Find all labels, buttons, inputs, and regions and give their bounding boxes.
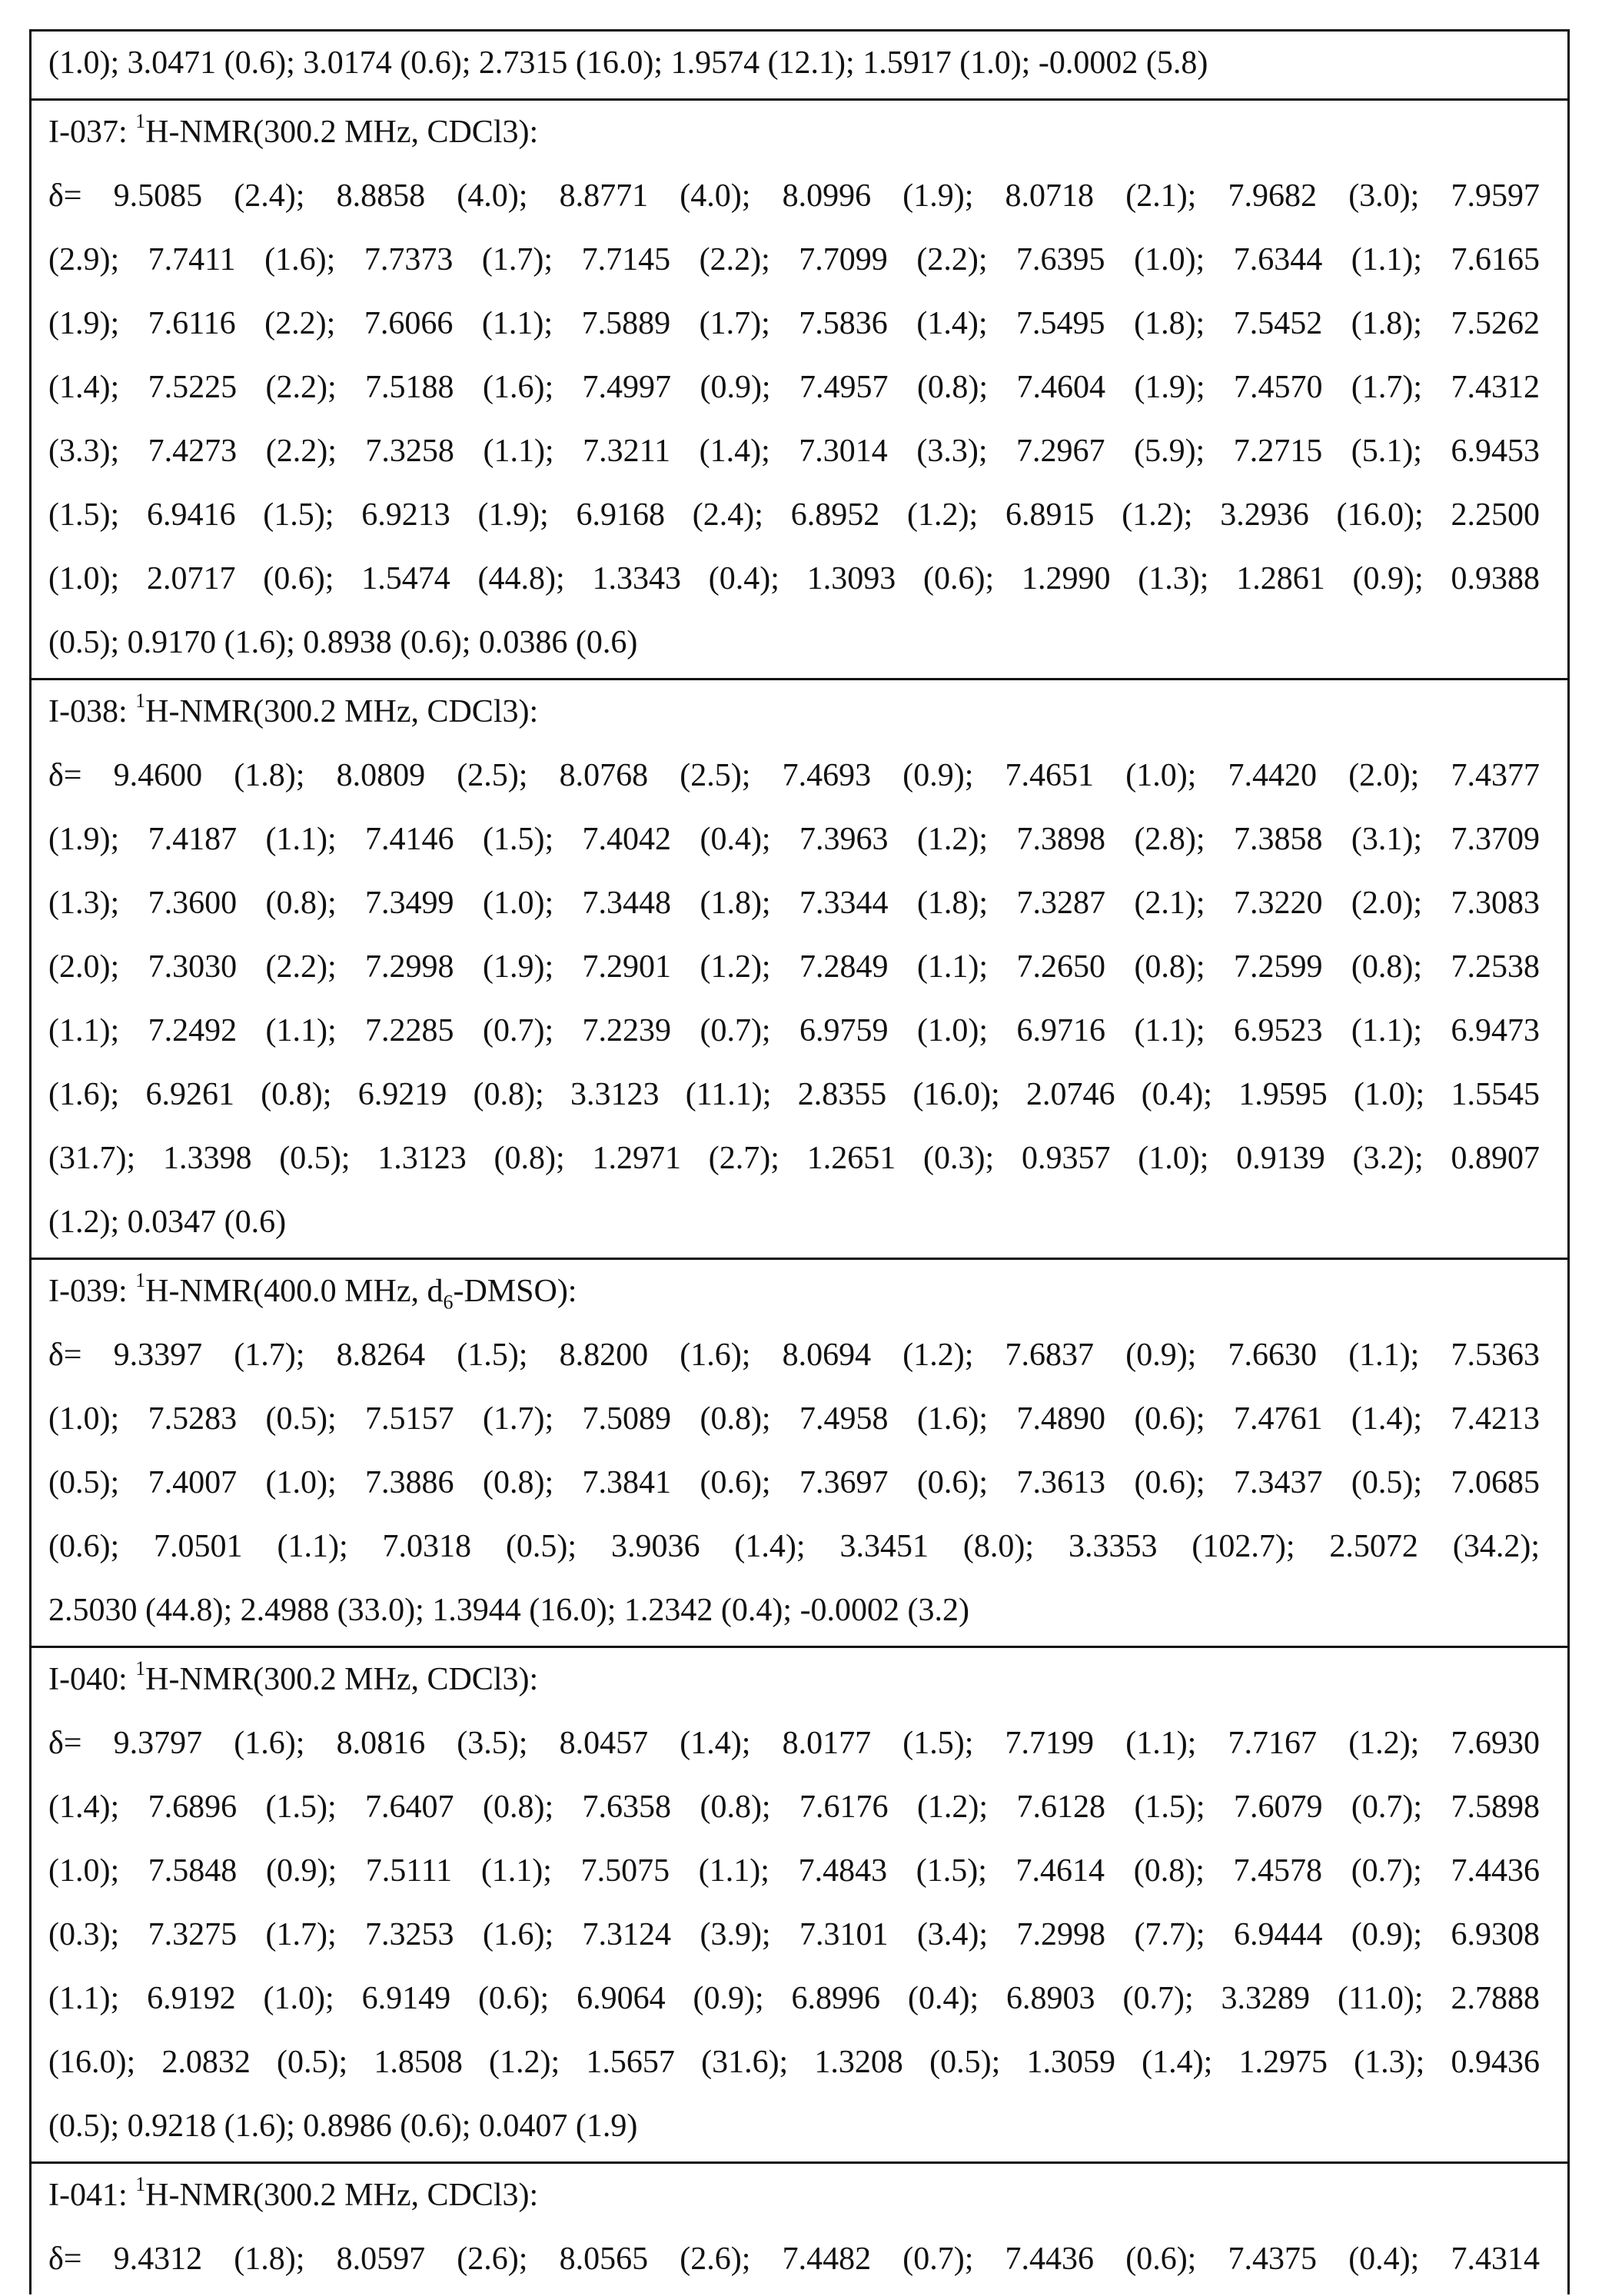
isotope-superscript: 1 [135,1269,145,1291]
nmr-conditions: H-NMR(300.2 MHz, CDCl3): [145,694,538,729]
shift-line: (1.0); 7.5283 (0.5); 7.5157 (1.7); 7.5089 (0.8); 7.4958 (1.6); 7.4890 (0.6); 7.4761 (1.4); 7.4213 [48,1387,1540,1451]
shift-line: (1.0); 3.0471 (0.6); 3.0174 (0.6); 2.7315 (16.0); 1.9574 (12.1); 1.5917 (1.0); -0.0002 (5.8) [48,32,1540,95]
shift-line: δ= 9.4312 (1.8); 8.0597 (2.6); 8.0565 (2.6); 7.4482 (0.7); 7.4436 (0.6); 7.4375 (0.4); 7.4314 [48,2228,1540,2291]
solvent-subscript: 6 [443,1291,453,1313]
shift-line: (1.4); 7.5225 (2.2); 7.5188 (1.6); 7.4997 (0.9); 7.4957 (0.8); 7.4604 (1.9); 7.4570 (1.7); 7.4312 [48,356,1540,420]
nmr-data-table [29,29,1570,2294]
compound-id: I-038: [48,694,135,729]
shift-line: (1.0); 7.5848 (0.9); 7.5111 (1.1); 7.5075 (1.1); 7.4843 (1.5); 7.4614 (0.8); 7.4578 (0.7); 7.4436 [48,1839,1540,1903]
shift-line: (1.6); 6.9261 (0.8); 6.9219 (0.8); 3.3123 (11.1); 2.8355 (16.0); 2.0746 (0.4); 1.9595 (1.0); 1.5545 [48,1063,1540,1127]
shift-line: (0.6); 7.0501 (1.1); 7.0318 (0.5); 3.9036 (1.4); 3.3451 (8.0); 3.3353 (102.7); 2.5072 (34.2); [48,1515,1540,1579]
isotope-superscript: 1 [135,1657,145,1680]
compound-id: I-039: [48,1274,135,1309]
nmr-conditions: H-NMR(300.2 MHz, CDCl3): [145,2178,538,2213]
shift-line: (1.9); 7.6116 (2.2); 7.6066 (1.1); 7.5889 (1.7); 7.5836 (1.4); 7.5495 (1.8); 7.5452 (1.8); 7.5262 [48,292,1540,356]
shift-line: (1.4); 7.6896 (1.5); 7.6407 (0.8); 7.6358 (0.8); 7.6176 (1.2); 7.6128 (1.5); 7.6079 (0.7); 7.5898 [48,1776,1540,1839]
table-row [32,1260,1567,1648]
compound-header [48,101,1540,164]
shift-line: (0.5); 0.9170 (1.6); 0.8938 (0.6); 0.0386 (0.6) [48,611,1540,675]
shift-line: (1.1); 6.9192 (1.0); 6.9149 (0.6); 6.9064 (0.9); 6.8996 (0.4); 6.8903 (0.7); 3.3289 (11.0); 2.7888 [48,1967,1540,2031]
shift-line: δ= 9.5085 (2.4); 8.8858 (4.0); 8.8771 (4.0); 8.0996 (1.9); 8.0718 (2.1); 7.9682 (3.0); 7.9597 [48,164,1540,228]
compound-header [48,680,1540,744]
shift-line: (3.3); 7.4273 (2.2); 7.3258 (1.1); 7.3211 (1.4); 7.3014 (3.3); 7.2967 (5.9); 7.2715 (5.1); 6.9453 [48,420,1540,483]
shift-line: (31.7); 1.3398 (0.5); 1.3123 (0.8); 1.2971 (2.7); 1.2651 (0.3); 0.9357 (1.0); 0.9139 (3.2); 0.8907 [48,1127,1540,1191]
compound-id: I-037: [48,115,135,150]
shift-line: 2.5030 (44.8); 2.4988 (33.0); 1.3944 (16.0); 1.2342 (0.4); -0.0002 (3.2) [48,1579,1540,1643]
table-row [32,101,1567,680]
shift-line: δ= 9.4600 (1.8); 8.0809 (2.5); 8.0768 (2.5); 7.4693 (0.9); 7.4651 (1.0); 7.4420 (2.0); 7.4377 [48,744,1540,808]
shift-line: (2.9); 7.7411 (1.6); 7.7373 (1.7); 7.7145 (2.2); 7.7099 (2.2); 7.6395 (1.0); 7.6344 (1.1); 7.6165 [48,228,1540,292]
shift-line: (0.3); 7.3275 (1.7); 7.3253 (1.6); 7.3124 (3.9); 7.3101 (3.4); 7.2998 (7.7); 6.9444 (0.9); 6.9308 [48,1903,1540,1967]
nmr-conditions: H-NMR(400.0 MHz, d [145,1274,443,1309]
shift-line: (2.0); 7.3030 (2.2); 7.2998 (1.9); 7.2901 (1.2); 7.2849 (1.1); 7.2650 (0.8); 7.2599 (0.8); 7.2538 [48,935,1540,999]
shift-line: (0.5); 7.4007 (1.0); 7.3886 (0.8); 7.3841 (0.6); 7.3697 (0.6); 7.3613 (0.6); 7.3437 (0.5); 7.0685 [48,1451,1540,1515]
isotope-superscript: 1 [135,689,145,712]
shift-line: (1.2); 0.0347 (0.6) [48,1191,1540,1254]
table-row-continuation [32,32,1567,101]
shift-line: δ= 9.3397 (1.7); 8.8264 (1.5); 8.8200 (1.6); 8.0694 (1.2); 7.6837 (0.9); 7.6630 (1.1); 7.5363 [48,1324,1540,1387]
table-row [32,680,1567,1260]
isotope-superscript: 1 [135,2173,145,2195]
compound-id: I-041: [48,2178,135,2213]
compound-header [48,1260,1540,1324]
shift-line: (1.3); 7.3600 (0.8); 7.3499 (1.0); 7.3448 (1.8); 7.3344 (1.8); 7.3287 (2.1); 7.3220 (2.0); 7.3083 [48,872,1540,935]
shift-line: (1.0); 2.0717 (0.6); 1.5474 (44.8); 1.3343 (0.4); 1.3093 (0.6); 1.2990 (1.3); 1.2861 (0.9); 0.9388 [48,547,1540,611]
shift-line: (16.0); 2.0832 (0.5); 1.8508 (1.2); 1.5657 (31.6); 1.3208 (0.5); 1.3059 (1.4); 1.2975 (1.3); 0.9436 [48,2031,1540,2095]
shift-line: (1.5); 6.9416 (1.5); 6.9213 (1.9); 6.9168 (2.4); 6.8952 (1.2); 6.8915 (1.2); 3.2936 (16.0); 2.2500 [48,483,1540,547]
shift-line: δ= 9.3797 (1.6); 8.0816 (3.5); 8.0457 (1.4); 8.0177 (1.5); 7.7199 (1.1); 7.7167 (1.2); 7.6930 [48,1712,1540,1776]
nmr-conditions: H-NMR(300.2 MHz, CDCl3): [145,1662,538,1697]
nmr-conditions-suffix: -DMSO): [453,1274,577,1309]
compound-id: I-040: [48,1662,135,1697]
shift-line: (0.5); 0.9218 (1.6); 0.8986 (0.6); 0.0407 (1.9) [48,2095,1540,2158]
isotope-superscript: 1 [135,110,145,132]
table-row [32,1648,1567,2164]
shift-line: (1.9); 7.4187 (1.1); 7.4146 (1.5); 7.4042 (0.4); 7.3963 (1.2); 7.3898 (2.8); 7.3858 (3.1); 7.3709 [48,808,1540,872]
nmr-conditions: H-NMR(300.2 MHz, CDCl3): [145,115,538,150]
shift-line: (1.1); 7.2492 (1.1); 7.2285 (0.7); 7.2239 (0.7); 6.9759 (1.0); 6.9716 (1.1); 6.9523 (1.1); 6.9473 [48,999,1540,1063]
compound-header [48,2164,1540,2228]
compound-header [48,1648,1540,1712]
table-row [32,2164,1567,2294]
